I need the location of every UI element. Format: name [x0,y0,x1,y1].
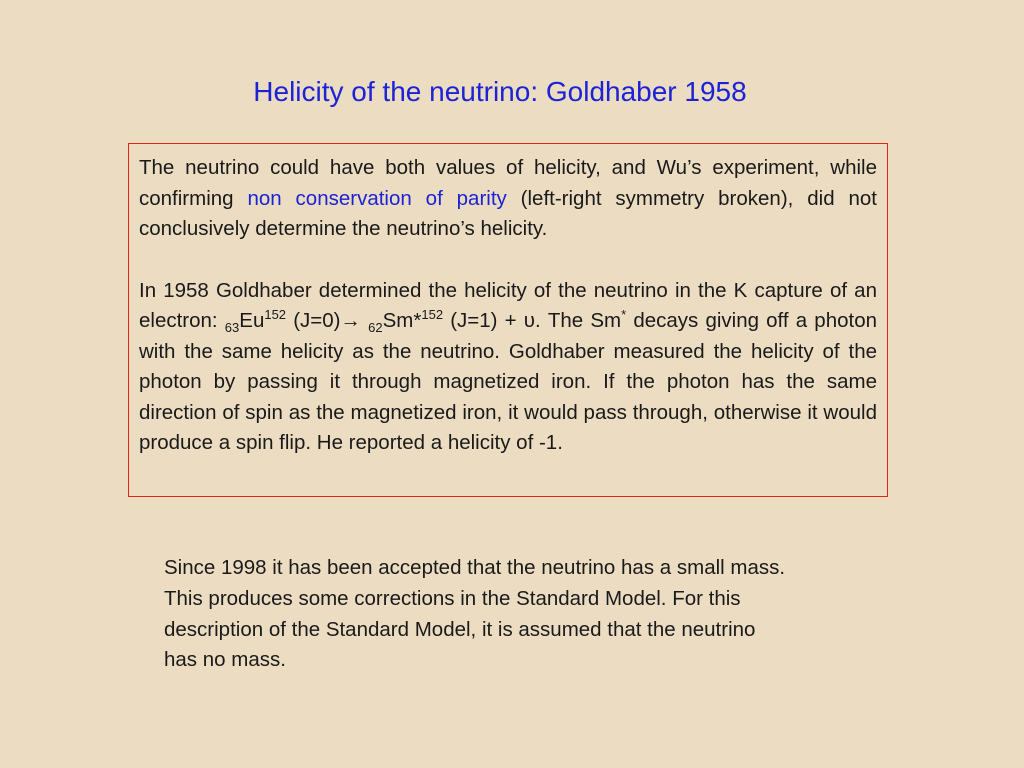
neutrino-mass-note [164,553,884,676]
note-line: has no mass. [164,648,286,672]
paragraph-wu-experiment [139,153,877,245]
neutrino-symbol: υ [523,309,536,332]
paragraph-text: decays giving off a photon with the same helicity as the neutrino. Goldhaber measured the helicity of the photon by passing it through magnetized iron. If the photon has the same direction of spin as the magnetized iron, it would pass through, otherwise it would produce a spin flip. He reported a helicity of -1. [139,309,877,454]
samarium-spin-state: (J=1) + [443,309,524,332]
samarium-mass-number: 152 [421,307,444,323]
note-line: Since 1998 it has been accepted that the neutrino has a small mass. [164,556,786,579]
paragraph-text: In 1958 Goldhaber determined the helicity of the neutrino in the K capture of an electron: [139,278,877,332]
paragraph-text: . The Sm [535,309,622,332]
europium-mass-number: 152 [264,307,287,323]
parity-highlight: non conservation of parity [247,186,507,210]
info-box [128,143,888,497]
samarium-atomic-number: 62 [368,320,383,336]
excited-state-star: * [621,307,627,323]
europium-symbol: Eu [239,309,265,332]
reaction-arrow: → [340,309,361,332]
europium-spin-state: (J=0) [286,309,341,332]
paragraph-goldhaber [139,276,877,459]
paragraph-text: (left-right symmetry broken), did not conclusively determine the neutrino’s helicity. [139,186,877,240]
samarium-symbol: Sm* [382,309,422,332]
note-line: This produces some corrections in the Standard Model. For this [164,586,741,610]
paragraph-text: The neutrino could have both values of helicity, and Wu’s experiment, while confirming [139,156,877,210]
slide-title: Helicity of the neutrino: Goldhaber 1958 [253,76,747,107]
europium-atomic-number: 63 [224,320,240,336]
note-line: description of the Standard Model, it is assumed that the neutrino [164,617,756,641]
